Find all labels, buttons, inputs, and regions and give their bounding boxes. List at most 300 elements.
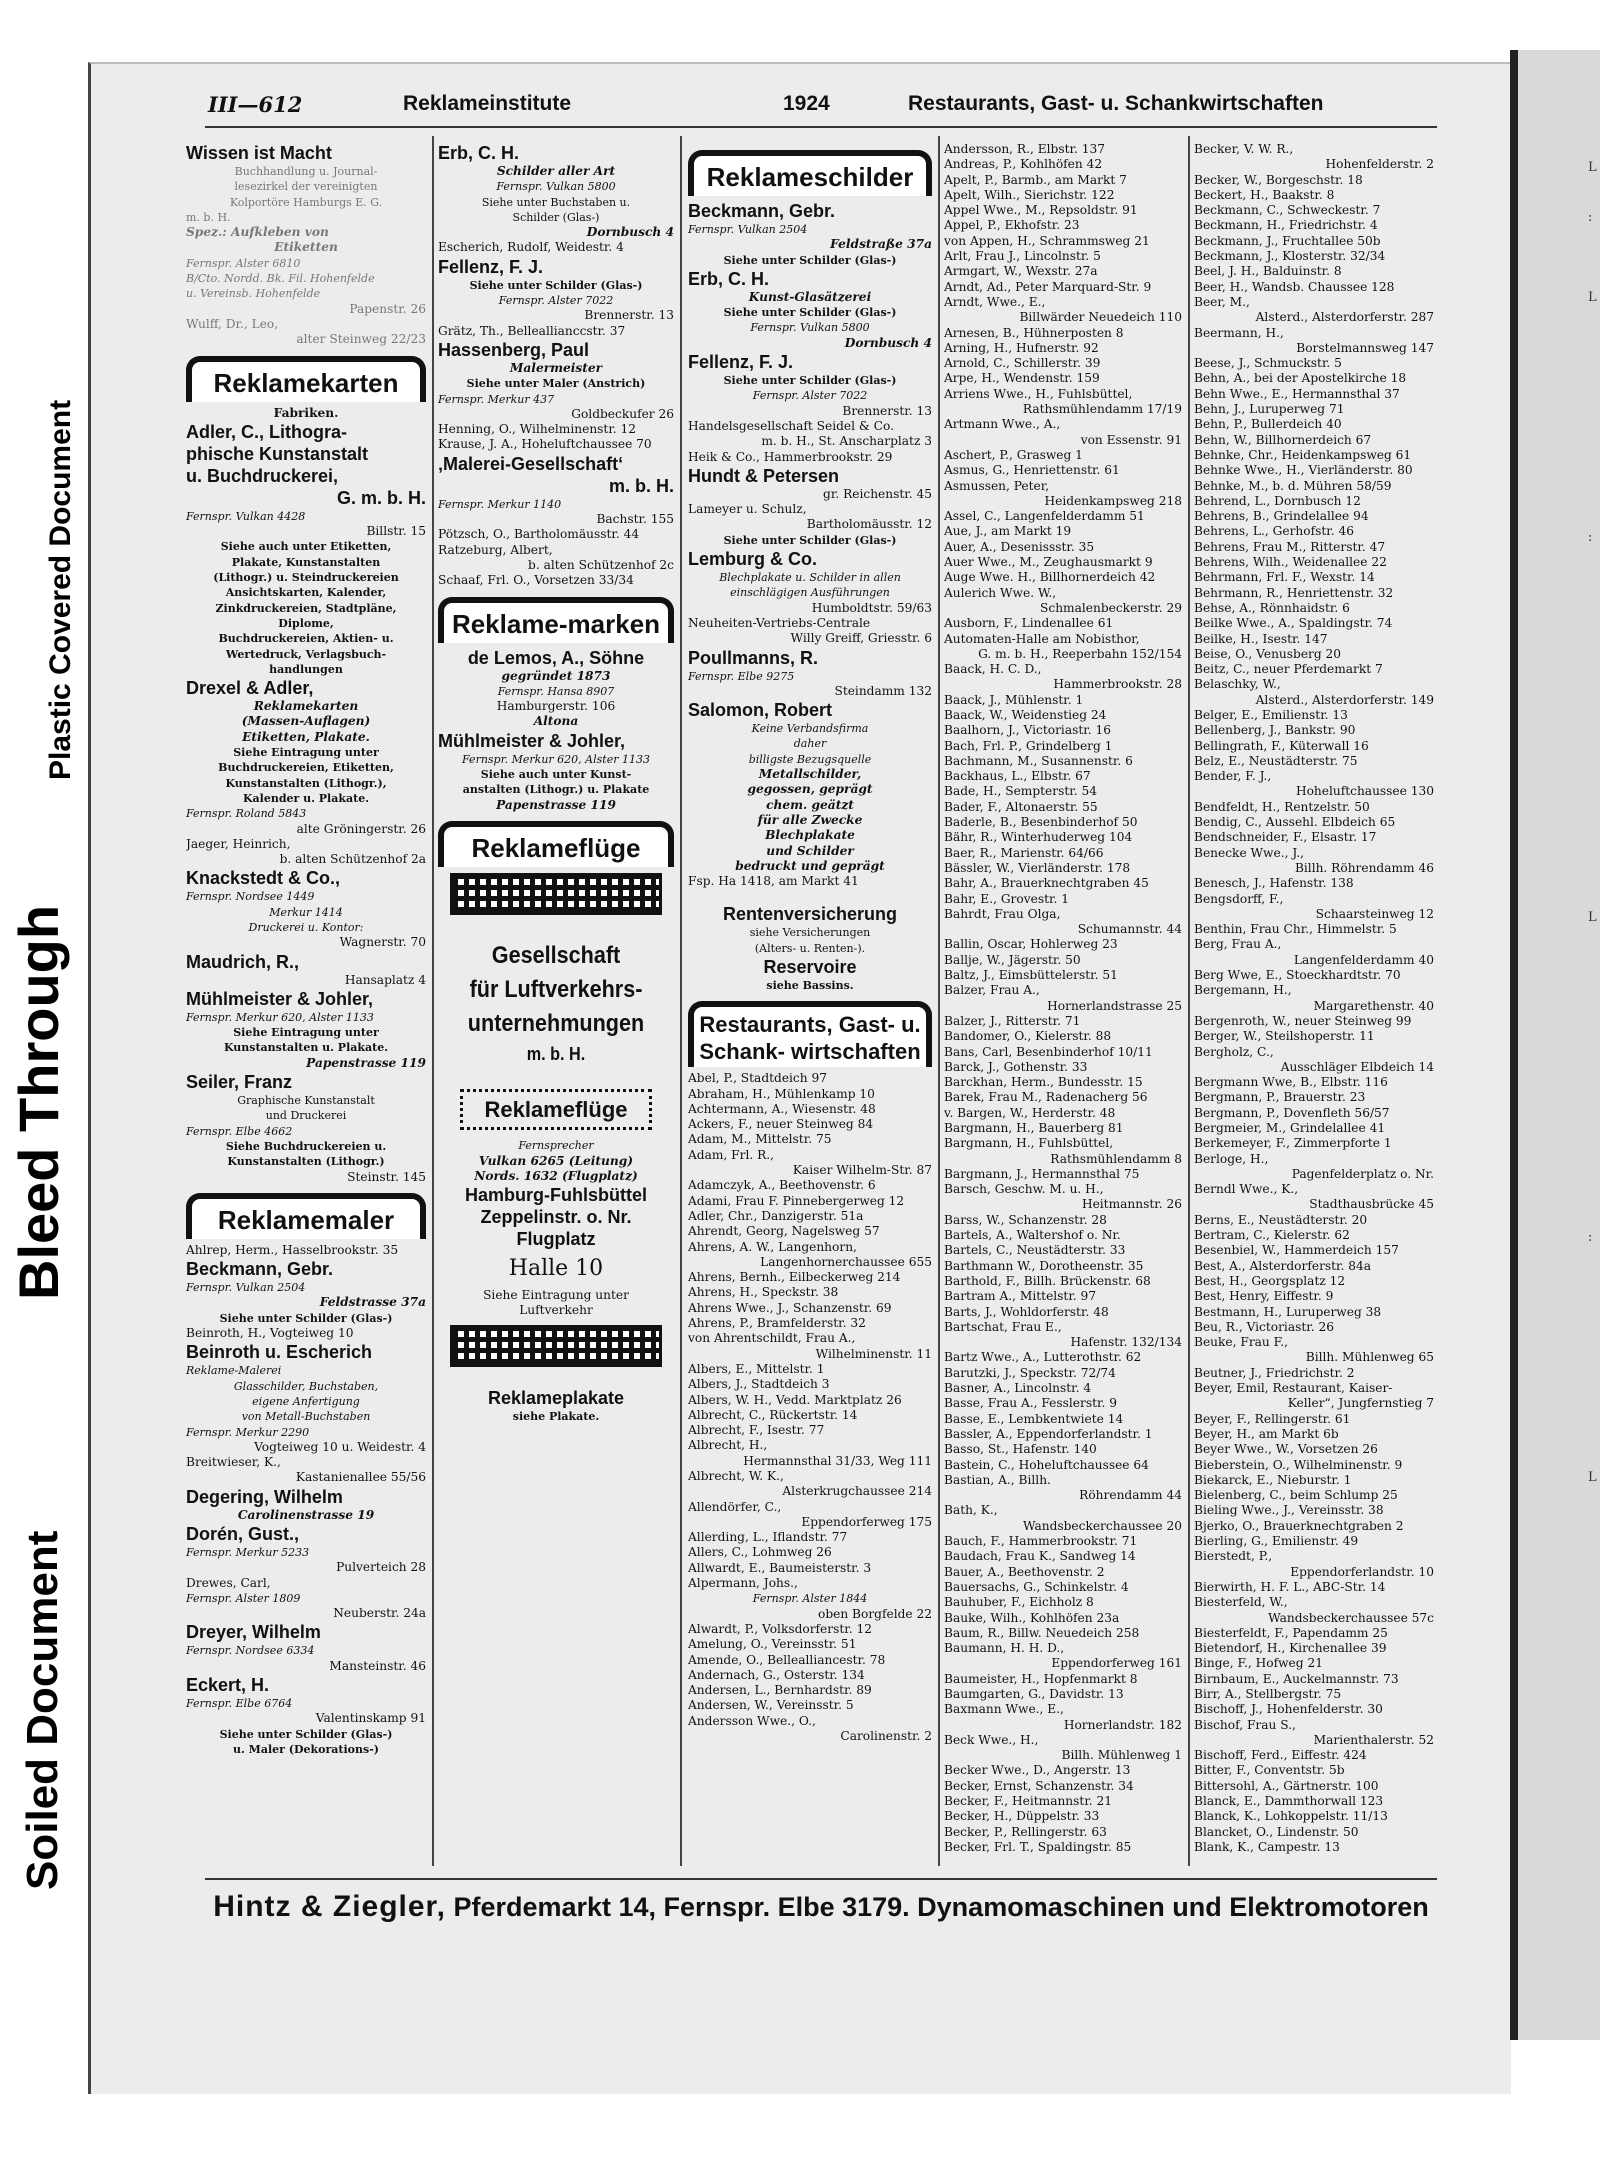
directory-entry: Bergmann, P., Brauerstr. 23: [1194, 1090, 1366, 1105]
directory-entry: Biekarck, E., Nieburstr. 1: [1194, 1472, 1352, 1487]
ornament-border: [450, 1325, 662, 1367]
directory-entry: Beer, M.,: [1194, 294, 1250, 309]
address-line: Eppendorferweg 161: [1051, 1656, 1182, 1671]
directory-entry: Fernspr. Vulkan 4428: [186, 509, 306, 523]
spacer: [688, 889, 932, 903]
directory-entry: Drewes, Carl,: [186, 1575, 271, 1590]
directory-entry: Arndt, Wwe., E.,: [944, 294, 1046, 309]
directory-entry: Benecke Wwe., J.,: [1194, 845, 1305, 860]
directory-entry: Appel, P., Ekhofstr. 23: [944, 218, 1080, 233]
directory-entry: Benthin, Frau Chr., Himmelstr. 5: [1194, 922, 1397, 937]
directory-entry: Heik & Co., Hammerbrookstr. 29: [688, 449, 893, 464]
directory-entry: Bengsdorff, F.,: [1194, 891, 1284, 906]
directory-entry: Bargmann, J., Hermannsthal 75: [944, 1166, 1140, 1181]
directory-entry: Bauch, F., Hammerbrookstr. 71: [944, 1534, 1138, 1549]
directory-entry: Reklame-Malerei: [186, 1364, 282, 1378]
address-line: Margarethenstr. 40: [1313, 998, 1434, 1013]
directory-entry: Ahrendt, Georg, Nagelsweg 57: [688, 1224, 880, 1239]
directory-entry: Allers, C., Lohmweg 26: [688, 1545, 832, 1560]
directory-entry: Becker, W., Borgeschstr. 18: [1194, 172, 1363, 187]
directory-entry: Bielenberg, C., beim Schlump 25: [1194, 1488, 1398, 1503]
directory-entry: Bischoff, Ferd., Eiffestr. 424: [1194, 1748, 1367, 1763]
address-line: Neuberstr. 24a: [333, 1606, 426, 1621]
directory-entry: Bastein, C., Hoheluftchaussee 64: [944, 1457, 1149, 1472]
address-line: Heitmannstr. 26: [1081, 1197, 1182, 1212]
directory-entry: Fernspr. Elbe 6764: [186, 1697, 293, 1711]
directory-entry: Bachmann, M., Susannenstr. 6: [944, 753, 1133, 768]
address-line: alter Steinweg 22/23: [296, 332, 426, 347]
directory-entry: Henning, O., Wilhelminenstr. 12: [438, 422, 637, 437]
section-banner: Restaurants, Gast- u. Schank- wirtschaften: [688, 1001, 932, 1067]
address-line: Schaarsteinweg 12: [1315, 906, 1434, 921]
directory-entry: Allwardt, E., Baumeisterstr. 3: [688, 1560, 872, 1575]
directory-entry: Bertram, C., Kielerstr. 62: [1194, 1228, 1350, 1243]
directory-entry: Baum, R., Billw. Neuedeich 258: [944, 1625, 1140, 1640]
directory-entry: Bartels, C., Neustädterstr. 33: [944, 1243, 1126, 1258]
column-rule: [1188, 136, 1190, 1866]
directory-entry: Fernsprecher: [518, 1139, 594, 1153]
address-line: Borstelmannsweg 147: [1296, 340, 1434, 355]
directory-entry: Behrens, Wilh., Weidenallee 22: [1194, 555, 1387, 570]
address-line: Wilhelminenstr. 11: [815, 1346, 932, 1361]
directory-entry: Becker Wwe., D., Angerstr. 13: [944, 1763, 1131, 1778]
directory-entry: Bauhuber, F., Eichholz 8: [944, 1595, 1094, 1610]
directory-entry: Schaaf, Frl. O., Vorsetzen 33/34: [438, 573, 634, 588]
directory-entry: Behrens, B., Grindelallee 94: [1194, 509, 1369, 524]
address-line: m. b. H., St. Anscharplatz 3: [761, 434, 932, 449]
directory-entry: Barck, J., Gothenstr. 33: [944, 1059, 1088, 1074]
column-rule: [680, 136, 682, 1866]
directory-entry: Ahlrep, Herm., Hasselbrookstr. 35: [186, 1242, 399, 1257]
directory-entry: Behn, A., bei der Apostelkirche 18: [1194, 371, 1407, 386]
address-line: Hoheluftchaussee 130: [1295, 784, 1434, 799]
company-name: Drexel & Adler,: [186, 678, 314, 699]
directory-entry: Baack, W., Weidenstieg 24: [944, 707, 1107, 722]
directory-entry: Berns, E., Neustädterstr. 20: [1194, 1212, 1368, 1227]
address-line: Wandsbeckerchaussee 20: [1022, 1518, 1182, 1533]
directory-entry: Behnke, M., b. d. Mühren 58/59: [1194, 478, 1392, 493]
address-line: Hafenstr. 132/134: [1070, 1335, 1182, 1350]
address-line: b. alten Schützenhof 2c: [528, 557, 674, 572]
directory-entry: Luftverkehr: [519, 1303, 593, 1318]
address-line: G. m. b. H., Reeperbahn 152/154: [978, 646, 1182, 661]
category-title: Restaurants, Gast- u. Schankwirtschaften: [908, 92, 1324, 115]
directory-entry: gegossen, geprägt: [747, 782, 873, 797]
address-line: Willy Greiff, Griesstr. 6: [790, 631, 932, 646]
directory-entry: Bargmann, H., Fuhlsbüttel,: [944, 1136, 1114, 1151]
directory-entry: Beel, J. H., Balduinstr. 8: [1194, 264, 1342, 279]
directory-entry: Bader, F., Altonaerstr. 55: [944, 799, 1098, 814]
directory-entry: Bach, Frl. P., Grindelberg 1: [944, 738, 1113, 753]
directory-entry: Kunst-Glasätzerei: [748, 289, 872, 304]
directory-entry: siehe Bassins.: [766, 978, 854, 992]
directory-entry: Ahrens, A. W., Langenhorn,: [688, 1239, 857, 1254]
directory-entry: Fernspr. Hansa 8907: [497, 684, 615, 698]
company-name: Wissen ist Macht: [186, 143, 332, 163]
directory-entry: Ahrens, P., Bramfelderstr. 32: [688, 1316, 866, 1331]
address-line: Heidenkampsweg 218: [1044, 493, 1182, 508]
address-line: Valentinskamp 91: [315, 1711, 426, 1726]
directory-entry: chem. geätzt: [766, 797, 854, 812]
directory-entry: Backhaus, L., Elbstr. 67: [944, 769, 1091, 784]
directory-entry: Kalender u. Plakate.: [242, 791, 370, 805]
address-line: Pulverteich 28: [336, 1560, 426, 1575]
ad-text: unternehmungen: [467, 1009, 645, 1037]
directory-entry: Andreas, P., Kohlhöfen 42: [944, 157, 1103, 172]
directory-entry: bedruckt und geprägt: [735, 858, 885, 873]
company-name: G. m. b. H.: [336, 487, 426, 508]
directory-entry: Barthold, F., Billh. Brückenstr. 68: [944, 1273, 1151, 1288]
directory-entry: Baumeister, H., Hopfenmarkt 8: [944, 1671, 1138, 1686]
directory-entry: Bergmann, P., Dovenfleth 56/57: [1194, 1105, 1390, 1120]
directory-entry: Siehe unter Schilder (Glas-): [219, 1727, 393, 1741]
directory-entry: Armgart, W., Wexstr. 27a: [944, 264, 1098, 279]
directory-entry: Bergenroth, W., neuer Steinweg 99: [1194, 1013, 1412, 1028]
address-line: Billstr. 15: [366, 524, 426, 539]
directory-entry: Fernspr. Vulkan 5800: [750, 321, 870, 335]
section-banner: Reklameflüge: [438, 821, 674, 867]
directory-entry: Nords. 1632 (Flugplatz): [474, 1168, 638, 1183]
directory-entry: Kunstanstalten u. Plakate.: [223, 1041, 389, 1055]
directory-entry: Apelt, Wilh., Sierichstr. 122: [944, 187, 1115, 202]
directory-entry: (Massen-Auflagen): [241, 714, 371, 729]
directory-entry: Arlt, Frau J., Lincolnstr. 5: [944, 249, 1101, 264]
directory-entry: Ahrens, Bernh., Eilbeckerweg 214: [688, 1270, 901, 1285]
directory-entry: Bergmeier, M., Grindelallee 41: [1194, 1121, 1386, 1135]
directory-entry: Spez.: Aufkleben von: [186, 225, 329, 240]
address-line: Hornerlandstrasse 25: [1047, 998, 1182, 1013]
directory-entry: Bandomer, O., Kielerstr. 88: [944, 1029, 1112, 1044]
directory-entry: Berndl Wwe., K.,: [1194, 1182, 1299, 1197]
directory-entry: Bendig, C., Aussehl. Elbdeich 65: [1194, 815, 1396, 830]
directory-entry: Bargmann, H., Bauerberg 81: [944, 1121, 1124, 1135]
section-banner: Reklame-marken: [438, 597, 674, 643]
section-banner: Reklamekarten: [186, 356, 426, 402]
company-name: ‚Malerei-Gesellschaft‘: [438, 453, 624, 474]
address-line: Billh. Mühlenweg 65: [1305, 1350, 1434, 1365]
directory-entry: Bierwirth, H. F. L., ABC-Str. 14: [1194, 1579, 1386, 1594]
directory-entry: Auge Wwe. H., Billhornerdeich 42: [944, 570, 1156, 585]
directory-entry: von Ahrentschildt, Frau A.,: [688, 1331, 856, 1346]
directory-entry: Fernspr. Elbe 9275: [688, 669, 795, 683]
directory-entry: Belger, E., Emilienstr. 13: [1194, 707, 1348, 722]
directory-entry: lesezirkel der vereinigten: [234, 180, 378, 194]
company-name: Rentenversicherung: [722, 904, 898, 925]
directory-entry: Bieberstein, O., Wilhelminenstr. 9: [1194, 1457, 1403, 1472]
directory-entry: B/Cto. Nordd. Bk. Fil. Hohenfelde: [186, 272, 375, 286]
directory-entry: Barss, W., Schanzenstr. 28: [944, 1212, 1107, 1227]
directory-entry: Assel, C., Langenfelderdamm 51: [944, 509, 1145, 524]
directory-entry: Basse, E., Lembkentwiete 14: [944, 1411, 1124, 1426]
directory-entry: von Appen, H., Schrammsweg 21: [944, 233, 1150, 248]
directory-entry: Albrecht, C., Rückertstr. 14: [688, 1407, 858, 1422]
directory-entry: Beckmann, J., Klosterstr. 32/34: [1194, 249, 1386, 264]
directory-entry: Diplome,: [278, 616, 334, 630]
directory-entry: Baack, H. C. D.,: [944, 662, 1042, 677]
company-name: Mühlmeister & Johler,: [438, 730, 626, 751]
directory-entry: Metallschilder,: [758, 767, 862, 782]
directory-entry: Andernach, G., Osterstr. 134: [688, 1667, 865, 1682]
header-rule: [205, 126, 1437, 128]
directory-entry: Siehe unter Maler (Anstrich): [466, 377, 646, 391]
address-line: Brennerstr. 13: [584, 308, 674, 323]
directory-entry: Beckmann, J., Fruchtallee 50b: [1194, 233, 1381, 248]
directory-entry: Grätz, Th., Belleallianccstr. 37: [438, 323, 626, 338]
directory-entry: Behn, P., Bullerdeich 40: [1194, 417, 1342, 432]
directory-entry: Beitz, C., neuer Pferdemarkt 7: [1194, 662, 1383, 677]
year: 1924: [783, 92, 830, 115]
company-name: Beckmann, Gebr.: [186, 1259, 334, 1280]
directory-entry: Alpermann, Johs.,: [688, 1576, 798, 1591]
company-name: Erb, C. H.: [688, 268, 770, 289]
directory-entry: Ratzeburg, Albert,: [438, 542, 553, 557]
directory-column-1: [186, 142, 426, 1922]
directory-entry: Jaeger, Heinrich,: [186, 836, 291, 851]
directory-entry: Baumgarten, G., Davidstr. 13: [944, 1686, 1124, 1701]
directory-entry: Automaten-Halle am Nobisthor,: [944, 631, 1140, 646]
address-line: Wagnerstr. 70: [339, 935, 426, 950]
directory-entry: Beyer, Emil, Restaurant, Kaiser-: [1194, 1381, 1393, 1396]
directory-entry: Behnke, Chr., Heidenkampsweg 61: [1194, 447, 1412, 462]
directory-entry: Achtermann, A., Wiesenstr. 48: [688, 1101, 876, 1116]
directory-entry: Barckhan, Herm., Bundesstr. 15: [944, 1075, 1143, 1090]
directory-entry: Buchdruckereien, Aktien- u.: [218, 632, 394, 646]
address-line: Steinstr. 145: [347, 1169, 426, 1184]
directory-entry: Bietendorf, H., Kirchenallee 39: [1194, 1641, 1387, 1656]
directory-entry: Best, A., Alsterdorferstr. 84a: [1194, 1258, 1372, 1273]
directory-entry: Plakate, Kunstanstalten: [231, 555, 381, 569]
directory-entry: handlungen: [269, 662, 343, 676]
ad-dotted-box: Reklameflüge: [460, 1089, 652, 1130]
directory-entry: Best, H., Georgsplatz 12: [1194, 1273, 1346, 1288]
directory-entry: Adler, Chr., Danzigerstr. 51a: [688, 1208, 864, 1223]
directory-entry: Bahr, E., Grovestr. 1: [944, 891, 1069, 906]
directory-entry: Druckerei u. Kontor:: [248, 920, 364, 934]
directory-entry: Bischoff, J., Hohenfelderstr. 30: [1194, 1702, 1383, 1717]
directory-entry: Becker, P., Rellingerstr. 63: [944, 1824, 1107, 1839]
directory-entry: Albrecht, W. K.,: [688, 1469, 784, 1483]
directory-entry: Buchhandlung u. Journal-: [234, 165, 378, 178]
address-line: Bartholomäusstr. 12: [806, 517, 932, 532]
directory-entry: Behrens, L., Gerhofstr. 46: [1194, 524, 1354, 539]
company-name: Fellenz, F. J.: [688, 352, 794, 373]
directory-entry: Keine Verbandsfirma: [751, 722, 869, 736]
directory-entry: Fernspr. Alster 7022: [752, 389, 868, 403]
directory-entry: Schilder (Glas-): [512, 210, 600, 224]
directory-entry: Balzer, Frau A.,: [944, 983, 1040, 998]
directory-entry: Beise, O., Venusberg 20: [1194, 646, 1342, 661]
address-line: Hansaplatz 4: [344, 972, 426, 987]
directory-entry: Behrmann, R., Henriettenstr. 32: [1194, 585, 1394, 600]
company-name: Fellenz, F. J.: [438, 256, 544, 277]
directory-entry: Auer, A., Desenissstr. 35: [944, 539, 1095, 554]
directory-entry: Bergmann Wwe, B., Elbstr. 116: [1194, 1075, 1388, 1090]
address-line: Billh. Mühlenweg 1: [1061, 1748, 1182, 1763]
address-line: Bachstr. 155: [596, 512, 674, 527]
facing-page-edge: L : L : L : L: [1510, 50, 1600, 2040]
quality-label-sidebar: [0, 100, 80, 1890]
company-name: Flugplatz: [516, 1229, 596, 1250]
directory-entry: Reklamekarten: [253, 699, 359, 714]
directory-entry: Albrecht, F., Isestr. 77: [688, 1423, 825, 1438]
directory-entry: Artmann Wwe., A.,: [944, 417, 1061, 432]
directory-entry: Allendörfer, C.,: [688, 1499, 782, 1514]
company-name: Hamburg-Fuhlsbüttel: [465, 1185, 647, 1206]
directory-column-4: [944, 142, 1182, 1922]
directory-entry: Best, Henry, Eiffestr. 9: [1194, 1289, 1334, 1304]
address-line: Brennerstr. 13: [842, 403, 932, 418]
directory-entry: Baltz, J., Eimsbüttelerstr. 51: [944, 968, 1118, 983]
company-name: Seiler, Franz: [186, 1072, 293, 1093]
ad-text: m. b. H.: [526, 1043, 586, 1064]
directory-entry: Beermann, H.,: [1194, 325, 1284, 340]
address-line: Feldstraße 37a: [830, 237, 932, 252]
directory-entry: Wertedruck, Verlagsbuch-: [225, 647, 387, 661]
directory-entry: Baack, J., Mühlenstr. 1: [944, 692, 1084, 707]
section-title: Reklameinstitute: [403, 92, 572, 115]
footer-advertisement: [205, 1890, 1437, 1924]
directory-entry: Apelt, P., Barmb., am Markt 7: [944, 172, 1127, 187]
directory-entry: Behnke Wwe., H., Vierländerstr. 80: [1194, 463, 1413, 478]
directory-entry: Breitwieser, K.,: [186, 1455, 281, 1470]
directory-entry: (Lithogr.) u. Steindruckereien: [213, 571, 399, 585]
company-name: Beinroth u. Escherich: [186, 1342, 373, 1363]
directory-entry: Papenstrasse 119: [496, 797, 616, 812]
directory-entry: Bestmann, H., Luruperweg 38: [1194, 1304, 1382, 1319]
directory-entry: Wulff, Dr., Leo,: [186, 316, 279, 331]
address-line: Kastanienallee 55/56: [295, 1470, 426, 1485]
directory-entry: Alwardt, P., Volksdorferstr. 12: [688, 1621, 872, 1636]
directory-entry: Asmus, G., Henriettenstr. 61: [944, 463, 1120, 478]
directory-entry: Aulerich Wwe. W.,: [944, 585, 1057, 600]
directory-entry: Adam, M., Mittelstr. 75: [688, 1132, 832, 1147]
directory-entry: Fernspr. Nordsee 6334: [186, 1644, 315, 1658]
directory-entry: Bans, Carl, Besenbinderhof 10/11: [944, 1044, 1153, 1059]
directory-entry: Bendschneider, F., Elsastr. 17: [1194, 830, 1377, 845]
directory-entry: Andersen, L., Bernhardstr. 89: [688, 1683, 872, 1698]
directory-entry: Carolinenstrasse 19: [237, 1507, 375, 1522]
directory-entry: Beyer, F., Rellingerstr. 61: [1194, 1411, 1351, 1426]
directory-entry: Balzer, J., Ritterstr. 71: [944, 1013, 1081, 1028]
directory-entry: Belz, E., Neustädterstr. 75: [1194, 753, 1358, 768]
directory-entry: Fernspr. Merkur 620, Alster 1133: [186, 1010, 374, 1024]
directory-entry: Siehe auch unter Etiketten,: [220, 540, 392, 554]
directory-entry: Siehe unter Schilder (Glas-): [469, 278, 643, 292]
directory-entry: Bierstedt, P.,: [1194, 1549, 1273, 1564]
directory-entry: Auer Wwe., M., Zeughausmarkt 9: [944, 555, 1153, 570]
address-line: Rathsmühlendamm 8: [1050, 1151, 1182, 1166]
directory-entry: Ballje, W., Jägerstr. 50: [944, 952, 1081, 967]
directory-entry: Bergholz, C.,: [1194, 1044, 1274, 1059]
directory-column-2: [438, 142, 674, 1922]
directory-entry: Siehe Eintragung unter: [483, 1288, 629, 1303]
directory-entry: Allerding, L., Iflandstr. 77: [688, 1530, 848, 1545]
directory-entry: Malermeister: [509, 360, 603, 375]
directory-entry: Vulkan 6265 (Leitung): [478, 1153, 634, 1168]
directory-entry: Bähr, R., Winterhuderweg 104: [944, 830, 1133, 845]
company-name: m. b. H.: [608, 475, 674, 496]
company-name: Knackstedt & Co.,: [186, 868, 341, 889]
address-line: alte Gröningerstr. 26: [296, 821, 426, 836]
directory-entry: Bauer, A., Beethovenstr. 2: [944, 1564, 1105, 1579]
directory-entry: Becker, V. W. R.,: [1194, 142, 1294, 156]
directory-entry: Siehe auch unter Kunst-: [480, 768, 632, 782]
directory-entry: Barts, J., Wohldorferstr. 48: [944, 1304, 1109, 1319]
directory-entry: Albrecht, H.,: [688, 1438, 768, 1453]
directory-entry: Kunstanstalten (Lithogr.): [227, 1155, 385, 1169]
directory-entry: Beckmann, C., Schweckestr. 7: [1194, 203, 1381, 218]
directory-entry: Fernspr. Alster 1809: [186, 1591, 301, 1605]
directory-entry: Basso, St., Hafenstr. 140: [944, 1442, 1097, 1457]
directory-entry: Ansichtskarten, Kalender,: [225, 586, 387, 600]
directory-entry: Ballin, Oscar, Hohlerweg 23: [944, 937, 1118, 952]
directory-entry: Arpe, H., Wendenstr. 159: [944, 371, 1100, 386]
address-line: Papenstr. 26: [349, 301, 426, 316]
directory-entry: Behrmann, Frl. F., Wexstr. 14: [1194, 570, 1375, 585]
directory-entry: Bahr, A., Brauerknechtgraben 45: [944, 876, 1149, 891]
address-line: Vogteiweg 10 u. Weidestr. 4: [254, 1439, 426, 1454]
directory-entry: Beck Wwe., H.,: [944, 1732, 1039, 1747]
directory-entry: Handelsgesellschaft Seidel & Co.: [688, 418, 894, 433]
column-rule: [938, 136, 940, 1866]
directory-entry: Binge, F., Hofweg 21: [1194, 1656, 1323, 1671]
directory-entry: Fernspr. Merkur 2290: [186, 1425, 310, 1439]
address-line: Langenfelderdamm 40: [1293, 952, 1434, 967]
directory-entry: Andersson Wwe., O.,: [688, 1713, 816, 1728]
directory-entry: Beyer Wwe., W., Vorsetzen 26: [1194, 1442, 1378, 1457]
directory-entry: Andersson, R., Elbstr. 137: [944, 142, 1105, 156]
address-line: Hohenfelderstr. 2: [1325, 157, 1434, 172]
directory-entry: Blancket, O., Lindenstr. 50: [1194, 1824, 1359, 1839]
directory-entry: Hamburgerstr. 106: [496, 699, 616, 714]
address-line: von Essenstr. 91: [1080, 432, 1182, 447]
directory-column-5: [1194, 142, 1434, 1922]
directory-entry: Arnesen, B., Hühnerposten 8: [944, 325, 1124, 340]
directory-entry: Ausborn, F., Lindenallee 61: [944, 616, 1114, 631]
company-name: Reservoire: [763, 956, 857, 977]
directory-column-3: [688, 142, 932, 1922]
directory-entry: Belaschky, W.,: [1194, 677, 1281, 692]
address-line: Hermannsthal 31/33, Weg 111: [743, 1453, 932, 1468]
company-name: Zeppelinstr. o. Nr.: [480, 1207, 632, 1228]
directory-entry: Fernspr. Merkur 620, Alster 1133: [462, 752, 650, 766]
directory-entry: Besenbiel, W., Hammerdeich 157: [1194, 1243, 1399, 1258]
directory-entry: anstalten (Lithogr.) u. Plakate: [462, 783, 650, 797]
company-name: de Lemos, A., Söhne: [467, 647, 645, 668]
page-header: [208, 86, 1438, 126]
directory-entry: Arning, H., Hufnerstr. 92: [944, 340, 1099, 355]
directory-entry: Fabriken.: [273, 405, 339, 420]
address-line: Röhrendamm 44: [1079, 1488, 1182, 1503]
directory-entry: Birr, A., Stellbergstr. 75: [1194, 1686, 1342, 1701]
address-line: oben Borgfelde 22: [817, 1606, 932, 1621]
company-name: Poullmanns, R.: [688, 647, 819, 668]
page-number: III—612: [208, 92, 303, 117]
company-name: Hundt & Petersen: [688, 465, 840, 486]
directory-entry: Bischof, Frau S.,: [1194, 1717, 1296, 1732]
directory-entry: u. Maler (Dekorations-): [233, 1742, 379, 1756]
directory-entry: Bittersohl, A., Gärtnerstr. 100: [1194, 1778, 1379, 1793]
directory-entry: Fernspr. Alster 6810: [186, 256, 301, 270]
directory-entry: Adam, Frl. R.,: [688, 1147, 775, 1162]
directory-entry: Barutzki, J., Speckstr. 72/74: [944, 1365, 1116, 1380]
company-name: Lemburg & Co.: [688, 549, 817, 570]
directory-entry: Amende, O., Bellealliancestr. 78: [688, 1652, 886, 1667]
directory-entry: Beckert, H., Baakstr. 8: [1194, 187, 1335, 202]
directory-entry: Berkemeyer, F., Zimmerpforte 1: [1194, 1136, 1392, 1151]
directory-entry: Bitter, F., Conventstr. 5b: [1194, 1763, 1345, 1778]
company-name: Maudrich, R.,: [186, 951, 300, 972]
